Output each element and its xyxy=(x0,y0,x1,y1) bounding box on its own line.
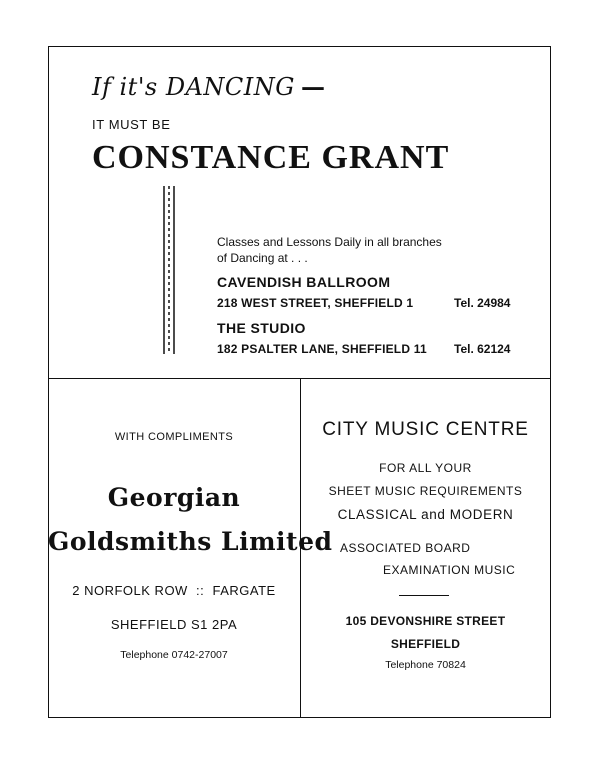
music-centre-title: CITY MUSIC CENTRE xyxy=(322,419,529,440)
music-address-1: 105 DEVONSHIRE STREET xyxy=(345,614,506,628)
music-line-5: EXAMINATION MUSIC xyxy=(383,563,516,577)
headline xyxy=(92,72,325,101)
music-address-2: SHEFFIELD xyxy=(390,637,461,651)
classes-text xyxy=(217,234,442,266)
music-telephone: Telephone 70824 xyxy=(385,659,466,671)
decorative-rule xyxy=(161,186,177,354)
short-rule xyxy=(399,595,449,596)
music-line-2: SHEET MUSIC REQUIREMENTS xyxy=(328,484,523,498)
company-name-line-1: Georgian xyxy=(107,483,241,512)
venue-1-address: 218 WEST STREET, SHEFFIELD 1 xyxy=(217,296,414,310)
company-name-line-2: Goldsmiths Limited xyxy=(48,527,333,556)
tagline: IT MUST BE xyxy=(92,117,171,132)
venue-2-name: THE STUDIO xyxy=(217,320,306,336)
music-line-4: ASSOCIATED BOARD xyxy=(340,541,471,555)
headline-dash: — xyxy=(300,72,326,101)
company-address-2: SHEFFIELD S1 2PA xyxy=(110,617,238,632)
company-address-1: 2 NORFOLK ROW :: FARGATE xyxy=(72,583,276,598)
business-name: CONSTANCE GRANT xyxy=(92,139,450,176)
venue-2-address: 182 PSALTER LANE, SHEFFIELD 11 xyxy=(217,342,427,356)
music-line-1: FOR ALL YOUR xyxy=(379,461,472,475)
headline-text: If it's DANCING xyxy=(92,73,295,101)
classes-line-2: of Dancing at . . . xyxy=(217,251,308,265)
compliments-text: WITH COMPLIMENTS xyxy=(114,431,234,443)
venue-2-tel: Tel. 62124 xyxy=(454,342,511,356)
classes-line-1: Classes and Lessons Daily in all branches xyxy=(217,235,442,249)
venue-1-tel: Tel. 24984 xyxy=(454,296,511,310)
company-telephone: Telephone 0742-27007 xyxy=(120,649,228,661)
venue-1-name: CAVENDISH BALLROOM xyxy=(217,274,391,290)
music-line-3: CLASSICAL and MODERN xyxy=(337,507,514,522)
